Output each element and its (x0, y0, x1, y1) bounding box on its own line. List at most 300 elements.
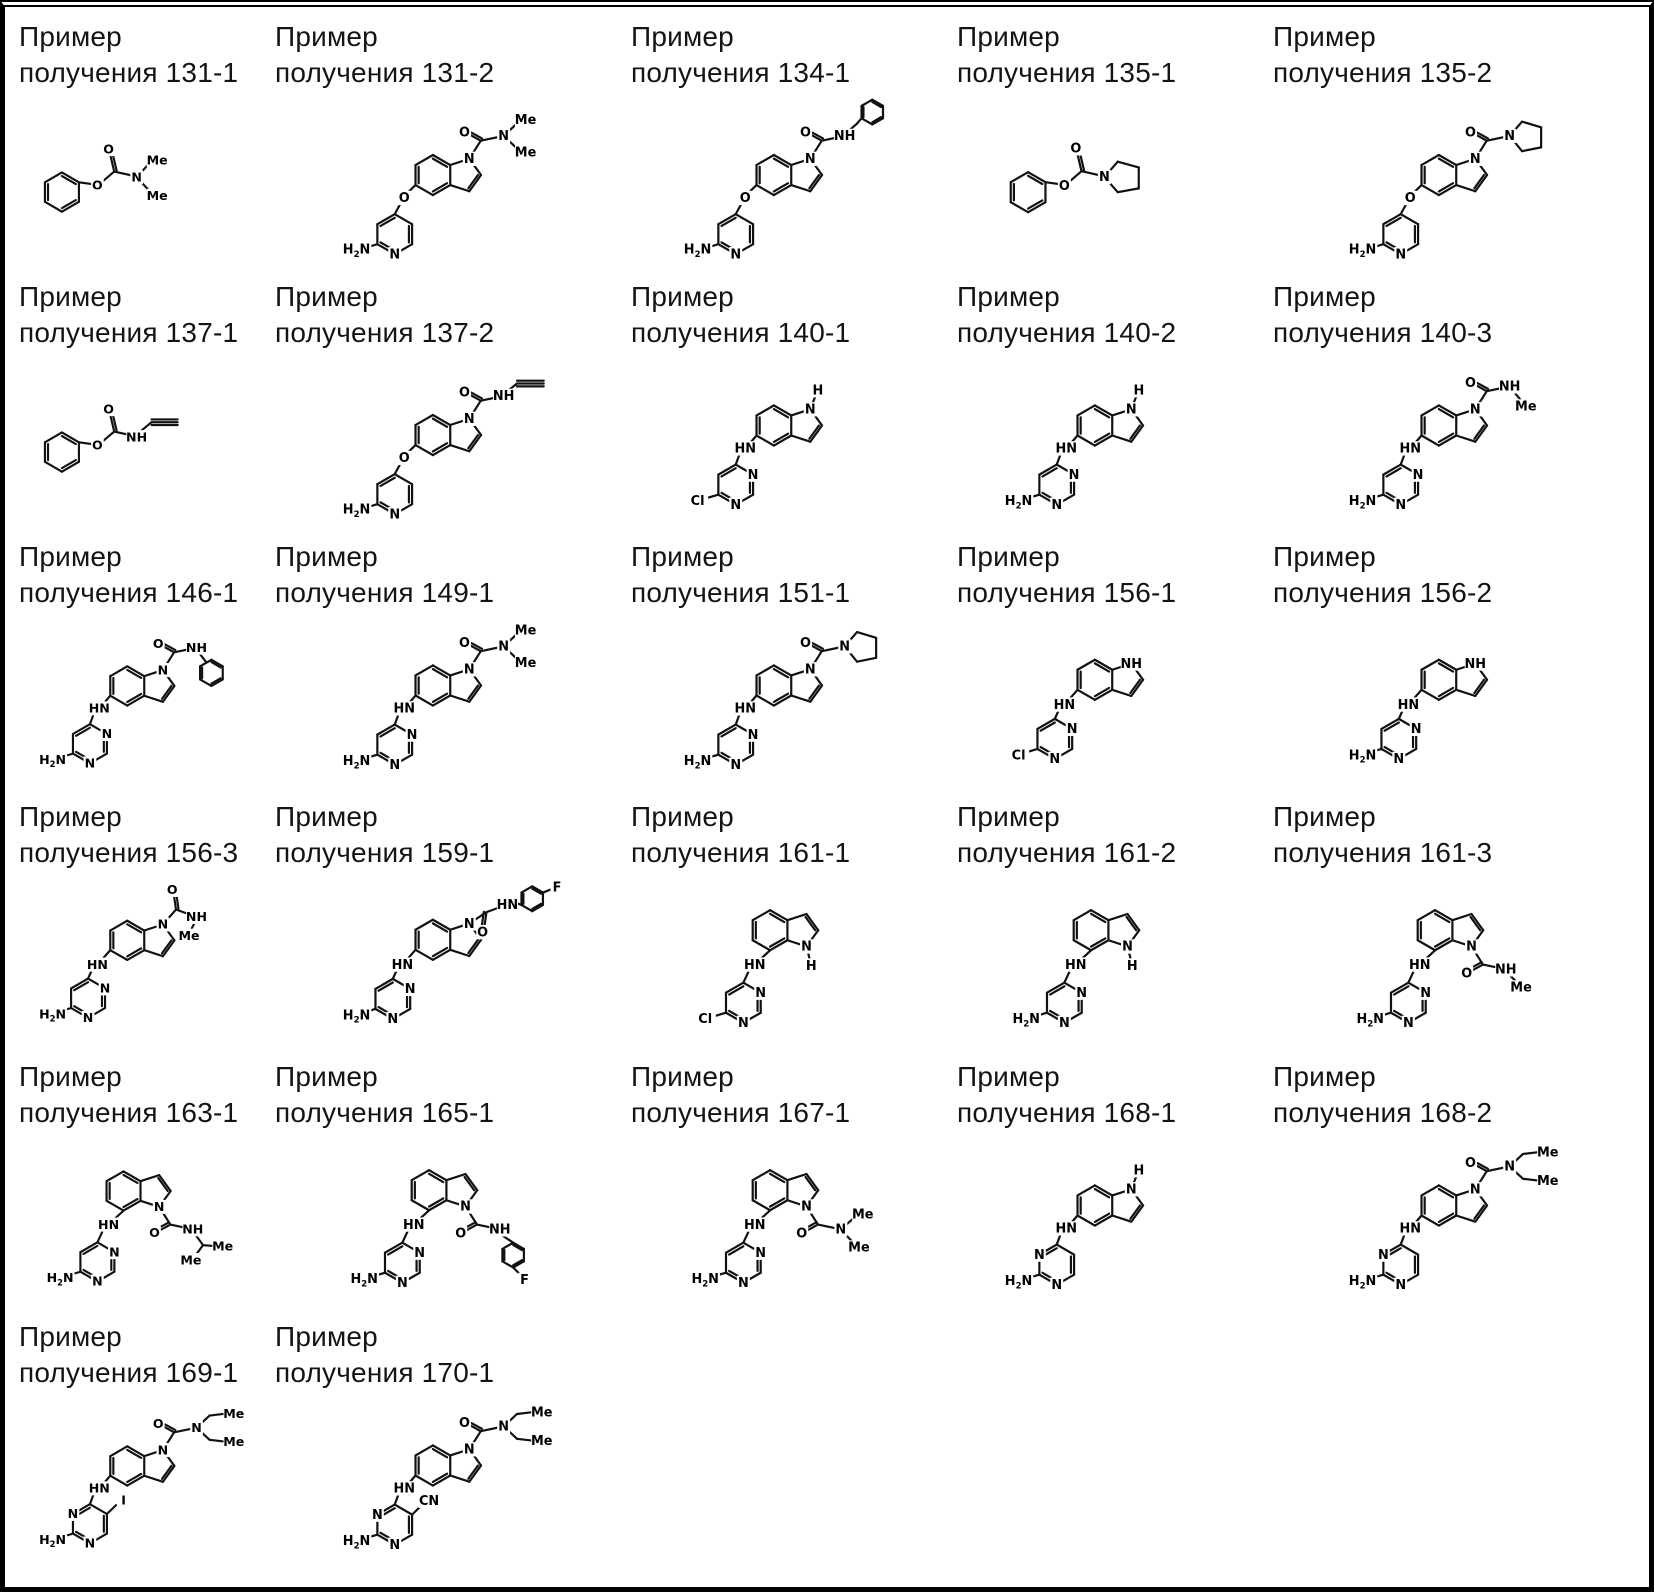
svg-text:N: N (755, 985, 767, 1001)
svg-text:F: F (520, 1272, 529, 1288)
svg-text:N: N (153, 1198, 165, 1214)
svg-text:HN: HN (744, 957, 766, 973)
example-label-line1: Пример (631, 281, 734, 312)
svg-text:O: O (1070, 141, 1082, 157)
example-label-line2: получения 156-2 (1273, 576, 1493, 608)
svg-text:O: O (1465, 1155, 1476, 1171)
prep-example-cell-169-1 (19, 1319, 271, 1575)
example-label-line2: получения 151-1 (631, 576, 851, 608)
svg-text:N: N (460, 1199, 471, 1215)
svg-text:NH: NH (1495, 962, 1517, 978)
svg-text:H2N: $H_2N$ (39, 1531, 67, 1549)
example-label-line2: получения 135-1 (957, 56, 1177, 88)
svg-text:H2N: $H_2N$ (39, 1005, 67, 1024)
svg-text:Me: Me (146, 187, 168, 203)
structure-drawing-131-1 (19, 93, 271, 279)
svg-text:N: N (371, 1507, 383, 1523)
example-label-line2: получения 161-2 (957, 836, 1177, 868)
svg-text:N: N (389, 247, 401, 263)
svg-text:HN: HN (1065, 957, 1087, 973)
example-label-line1: Пример (957, 21, 1060, 52)
svg-text:HN: HN (1399, 441, 1422, 457)
svg-text:H2N: $H_2N$ (39, 751, 67, 769)
example-label (275, 1319, 627, 1391)
svg-text:O: O (398, 190, 410, 206)
svg-text:HN: HN (1053, 697, 1076, 713)
svg-text:H2N: $H_2N$ (1012, 1011, 1040, 1030)
example-label-line1: Пример (275, 281, 378, 312)
svg-text:O: O (800, 635, 811, 651)
svg-text:O: O (800, 125, 811, 141)
svg-text:H2N: $H_2N$ (342, 753, 371, 772)
structure-drawing-140-3 (1273, 353, 1641, 539)
svg-text:N: N (99, 980, 111, 996)
example-label-line1: Пример (275, 21, 378, 52)
svg-text:N: N (804, 402, 816, 418)
example-label (1273, 19, 1641, 91)
svg-text:N: N (1504, 1159, 1515, 1175)
example-label-line2: получения 165-1 (275, 1096, 495, 1128)
example-label-line2: получения 131-2 (275, 56, 495, 88)
svg-text:CN: CN (418, 1493, 440, 1509)
svg-text:N: N (498, 128, 509, 144)
prep-example-cell-165-1 (275, 1059, 627, 1315)
svg-text:N: N (1122, 939, 1133, 955)
svg-text:N: N (737, 1275, 749, 1291)
structure-drawing-167-1 (631, 1133, 953, 1319)
svg-text:HN: HN (88, 1480, 110, 1496)
structure-drawing-146-1 (19, 613, 271, 799)
svg-text:H2N: $H_2N$ (1356, 1011, 1384, 1030)
structure-drawing-156-2 (1273, 613, 1641, 799)
svg-text:N: N (730, 757, 742, 773)
example-label (19, 539, 271, 611)
svg-text:Me: Me (514, 145, 537, 161)
example-label-line1: Пример (631, 541, 734, 572)
svg-text:HN: HN (1399, 1221, 1422, 1237)
example-label-line2: получения 168-2 (1273, 1096, 1493, 1128)
svg-text:H2N: $H_2N$ (342, 1533, 371, 1552)
structure-drawing-140-1 (631, 353, 953, 539)
example-label (275, 539, 627, 611)
svg-text:O: O (1465, 125, 1476, 141)
svg-text:N: N (1395, 1277, 1407, 1293)
svg-text:N: N (801, 1199, 812, 1215)
structure-drawing-135-1 (957, 93, 1269, 279)
svg-text:O: O (1058, 178, 1070, 194)
svg-text:N: N (747, 467, 759, 483)
svg-text:O: O (459, 635, 470, 651)
example-label (957, 1059, 1269, 1131)
svg-text:HN: HN (1409, 957, 1431, 973)
svg-text:N: N (1125, 402, 1137, 418)
example-label-line2: получения 140-3 (1273, 316, 1493, 348)
svg-text:O: O (166, 881, 178, 897)
svg-text:O: O (1461, 966, 1473, 982)
prep-example-cell-159-1 (275, 799, 627, 1055)
prep-example-cell-134-1 (631, 19, 953, 275)
prep-example-cell-131-2 (275, 19, 627, 275)
example-label-line1: Пример (1273, 281, 1376, 312)
prep-example-cell-168-2 (1273, 1059, 1641, 1315)
svg-text:H2N: $H_2N$ (683, 242, 712, 260)
example-label-line1: Пример (1273, 21, 1376, 52)
svg-text:O: O (455, 1226, 467, 1242)
structure-drawing-161-3 (1273, 873, 1641, 1059)
svg-text:O: O (149, 1224, 160, 1240)
prep-example-cell-146-1 (19, 539, 271, 795)
svg-text:N: N (1393, 751, 1405, 767)
svg-text:Me: Me (178, 927, 200, 943)
example-label (1273, 279, 1641, 351)
svg-text:NH: NH (126, 428, 148, 444)
svg-text:N: N (1051, 497, 1063, 513)
svg-text:N: N (835, 1222, 847, 1238)
svg-text:N: N (1469, 1182, 1481, 1198)
svg-text:O: O (1465, 375, 1476, 391)
svg-text:N: N (498, 639, 509, 655)
structure-drawing-159-1 (275, 873, 627, 1059)
svg-text:H: H (1126, 958, 1138, 974)
svg-text:N: N (801, 939, 812, 955)
svg-text:I: I (121, 1492, 126, 1508)
svg-text:Me: Me (1510, 980, 1532, 996)
svg-text:N: N (414, 1245, 426, 1261)
svg-text:Me: Me (223, 1405, 245, 1421)
prep-example-cell-167-1 (631, 1059, 953, 1315)
example-label-line2: получения 156-1 (957, 576, 1177, 608)
svg-text:Me: Me (1536, 1145, 1559, 1161)
structure-drawing-168-1 (957, 1133, 1269, 1319)
svg-text:N: N (1033, 1247, 1045, 1263)
example-label-line1: Пример (1273, 541, 1376, 572)
svg-text:Me: Me (514, 623, 537, 639)
svg-text:HN: HN (1055, 441, 1078, 457)
svg-text:HN: HN (734, 701, 757, 717)
example-label (957, 539, 1269, 611)
svg-text:H: H (1133, 383, 1145, 399)
svg-text:H2N: $H_2N$ (1348, 748, 1377, 766)
svg-text:N: N (730, 497, 742, 513)
svg-text:H2N: $H_2N$ (1004, 493, 1033, 512)
example-label (275, 19, 627, 91)
svg-text:H2N: $H_2N$ (1348, 1273, 1377, 1292)
example-label-line2: получения 140-2 (957, 316, 1177, 348)
svg-text:NH: NH (833, 128, 856, 144)
example-label-line2: получения 170-1 (275, 1356, 495, 1388)
example-label-line2: получения 161-3 (1273, 836, 1493, 868)
example-label (1273, 539, 1641, 611)
svg-text:H: H (812, 383, 824, 399)
example-label-line1: Пример (19, 801, 122, 832)
svg-text:O: O (103, 140, 114, 156)
svg-text:Cl: Cl (690, 493, 705, 509)
example-label (19, 19, 271, 91)
prep-example-cell-137-2 (275, 279, 627, 535)
svg-text:HN: HN (1055, 1221, 1078, 1237)
svg-text:HN: HN (98, 1216, 120, 1232)
example-label-line2: получения 168-1 (957, 1096, 1177, 1128)
svg-text:N: N (84, 755, 96, 771)
svg-text:N: N (1412, 467, 1424, 483)
svg-text:F: F (552, 880, 562, 896)
svg-text:N: N (92, 1273, 103, 1289)
svg-text:O: O (459, 385, 470, 401)
prep-example-cell-137-1 (19, 279, 271, 535)
structure-drawing-131-2 (275, 93, 627, 279)
svg-text:HN: HN (393, 701, 416, 717)
svg-text:H2N: $H_2N$ (350, 1271, 378, 1290)
svg-text:O: O (739, 190, 751, 206)
svg-text:HN: HN (88, 700, 110, 716)
svg-text:N: N (804, 151, 816, 167)
svg-text:NH: NH (1498, 379, 1521, 395)
svg-text:N: N (1125, 1182, 1137, 1198)
svg-text:N: N (387, 1011, 399, 1027)
svg-text:N: N (82, 1009, 94, 1025)
svg-text:NH: NH (489, 1222, 511, 1238)
svg-text:N: N (1058, 1015, 1070, 1031)
example-label-line2: получения 149-1 (275, 576, 495, 608)
example-label-line1: Пример (957, 1061, 1060, 1092)
svg-text:Me: Me (1536, 1173, 1559, 1189)
svg-text:NH: NH (185, 908, 208, 924)
svg-text:O: O (398, 450, 410, 466)
svg-text:N: N (463, 916, 475, 932)
prep-example-cell-151-1 (631, 539, 953, 795)
svg-text:O: O (152, 1415, 164, 1431)
structure-drawing-161-2 (957, 873, 1269, 1059)
example-label (631, 1059, 953, 1131)
example-label-line2: получения 169-1 (19, 1356, 239, 1388)
svg-text:N: N (463, 411, 475, 427)
example-label-line2: получения 137-1 (19, 316, 239, 348)
structure-drawing-165-1 (275, 1133, 627, 1319)
example-label-line2: получения 134-1 (631, 56, 851, 88)
svg-text:N: N (389, 507, 401, 523)
structure-drawing-156-3 (19, 873, 271, 1059)
example-label-line1: Пример (631, 801, 734, 832)
svg-text:H2N: $H_2N$ (1004, 1273, 1033, 1292)
svg-text:Me: Me (223, 1433, 245, 1449)
svg-text:H2N: $H_2N$ (691, 1271, 719, 1290)
prep-example-cell-135-2 (1273, 19, 1641, 275)
svg-text:HN: HN (86, 956, 108, 972)
svg-text:HN: HN (744, 1217, 766, 1233)
svg-text:O: O (459, 1415, 470, 1431)
example-label-line1: Пример (19, 281, 122, 312)
prep-example-cell-135-1 (957, 19, 1269, 275)
example-label (957, 799, 1269, 871)
example-label (19, 1319, 271, 1391)
example-label-line1: Пример (631, 1061, 734, 1092)
svg-text:N: N (463, 1442, 475, 1458)
svg-text:HN: HN (391, 957, 414, 973)
example-label (19, 279, 271, 351)
structure-drawing-140-2 (957, 353, 1269, 539)
structure-drawing-135-2 (1273, 93, 1641, 279)
structure-drawing-137-1 (19, 353, 271, 539)
example-label (19, 1059, 271, 1131)
svg-text:HN: HN (734, 441, 757, 457)
svg-text:Me: Me (146, 152, 168, 168)
example-label-line2: получения 159-1 (275, 836, 495, 868)
example-label-line1: Пример (957, 801, 1060, 832)
svg-text:N: N (1469, 402, 1481, 418)
svg-text:N: N (737, 1015, 749, 1031)
svg-text:H: H (1133, 1163, 1145, 1179)
svg-text:O: O (92, 437, 103, 453)
prep-example-cell-161-3 (1273, 799, 1641, 1055)
svg-text:NH: NH (1464, 656, 1487, 672)
svg-text:H2N: $H_2N$ (1348, 493, 1377, 512)
example-label (957, 19, 1269, 91)
example-label-line1: Пример (631, 21, 734, 52)
svg-text:N: N (1049, 751, 1061, 767)
prep-example-cell-161-1 (631, 799, 953, 1055)
structure-drawing-169-1 (19, 1393, 271, 1579)
structure-drawing-156-1 (957, 613, 1269, 799)
example-label-line2: получения 131-1 (19, 56, 239, 88)
example-label-line1: Пример (275, 801, 378, 832)
example-label-line2: получения 167-1 (631, 1096, 851, 1128)
svg-text:N: N (101, 725, 113, 741)
svg-text:NH: NH (182, 1221, 204, 1237)
structure-drawing-137-2 (275, 353, 627, 539)
example-label (631, 279, 953, 351)
svg-text:HN: HN (403, 1217, 425, 1233)
example-label-line2: получения 161-1 (631, 836, 851, 868)
svg-text:H2N: $H_2N$ (342, 502, 371, 520)
svg-text:Me: Me (212, 1237, 234, 1253)
example-label-line1: Пример (19, 1321, 122, 1352)
example-label (275, 799, 627, 871)
svg-text:N: N (1051, 1277, 1063, 1293)
prep-example-cell-140-2 (957, 279, 1269, 535)
prep-example-cell-168-1 (957, 1059, 1269, 1315)
structure-drawing-149-1 (275, 613, 627, 799)
structure-drawing-151-1 (631, 613, 953, 799)
svg-text:N: N (67, 1505, 79, 1521)
svg-text:N: N (1469, 151, 1481, 167)
svg-text:NH: NH (1120, 656, 1143, 672)
example-label-line2: получения 137-2 (275, 316, 495, 348)
svg-text:N: N (157, 1441, 169, 1457)
svg-text:N: N (131, 168, 142, 184)
example-label-line2: получения 140-1 (631, 316, 851, 348)
example-label (631, 19, 953, 91)
svg-text:N: N (839, 639, 850, 655)
svg-text:N: N (191, 1419, 202, 1435)
svg-text:Me: Me (180, 1251, 202, 1267)
example-label-line2: получения 135-2 (1273, 56, 1493, 88)
svg-text:Me: Me (514, 112, 537, 128)
structure-drawing-134-1 (631, 93, 953, 279)
svg-text:O: O (152, 635, 164, 651)
svg-text:N: N (1068, 467, 1080, 483)
example-label-line1: Пример (957, 281, 1060, 312)
svg-text:O: O (92, 177, 103, 193)
example-label (631, 539, 953, 611)
svg-text:N: N (406, 727, 418, 743)
example-label-line1: Пример (1273, 1061, 1376, 1092)
svg-text:N: N (463, 151, 475, 167)
example-label-line1: Пример (19, 541, 122, 572)
svg-text:N: N (1410, 721, 1422, 737)
example-label-line2: получения 146-1 (19, 576, 239, 608)
structure-drawing-163-1 (19, 1133, 271, 1319)
svg-text:HN: HN (393, 1481, 416, 1497)
example-label-line1: Пример (957, 541, 1060, 572)
svg-text:Me: Me (1515, 399, 1537, 415)
svg-text:N: N (157, 661, 169, 677)
svg-text:O: O (459, 125, 470, 141)
svg-text:Me: Me (514, 655, 537, 671)
structure-drawing-168-2 (1273, 1133, 1641, 1319)
svg-text:O: O (477, 925, 489, 941)
prep-example-cell-140-3 (1273, 279, 1641, 535)
svg-text:H2N: $H_2N$ (342, 1008, 371, 1026)
svg-text:N: N (157, 916, 169, 932)
preparation-examples-grid (5, 7, 1649, 1579)
example-label-line1: Пример (19, 1061, 122, 1092)
example-label (631, 799, 953, 871)
svg-text:Me: Me (530, 1433, 553, 1449)
example-label-line2: получения 163-1 (19, 1096, 239, 1128)
svg-text:HN: HN (496, 897, 519, 913)
structure-drawing-161-1 (631, 873, 953, 1059)
example-label-line1: Пример (275, 1061, 378, 1092)
example-label (957, 279, 1269, 351)
svg-text:Me: Me (848, 1240, 870, 1256)
svg-text:NH: NH (185, 639, 208, 655)
example-label (19, 799, 271, 871)
prep-example-cell-163-1 (19, 1059, 271, 1315)
svg-text:Me: Me (851, 1207, 874, 1223)
svg-text:N: N (755, 1245, 767, 1261)
svg-text:N: N (747, 727, 759, 743)
svg-text:N: N (396, 1275, 408, 1291)
svg-text:H: H (805, 958, 817, 974)
svg-text:N: N (804, 662, 816, 678)
svg-text:N: N (1402, 1015, 1414, 1031)
svg-text:N: N (1099, 169, 1110, 185)
example-label (1273, 1059, 1641, 1131)
prep-example-cell-131-1 (19, 19, 271, 275)
svg-text:N: N (1466, 939, 1477, 955)
prep-example-cell-149-1 (275, 539, 627, 795)
svg-text:N: N (109, 1243, 120, 1259)
svg-text:H2N: $H_2N$ (46, 1269, 74, 1287)
prep-example-cell-156-1 (957, 539, 1269, 795)
svg-text:N: N (463, 662, 475, 678)
example-label-line1: Пример (275, 1321, 378, 1352)
svg-text:N: N (730, 247, 742, 263)
example-label-line1: Пример (275, 541, 378, 572)
example-label-line2: получения 156-3 (19, 836, 239, 868)
svg-text:Cl: Cl (1011, 748, 1026, 764)
prep-example-cell-161-2 (957, 799, 1269, 1055)
svg-text:H2N: $H_2N$ (683, 753, 712, 772)
svg-text:N: N (1395, 247, 1407, 263)
svg-text:N: N (389, 757, 401, 773)
svg-text:N: N (404, 981, 416, 997)
prep-example-cell-140-1 (631, 279, 953, 535)
example-label-line1: Пример (19, 21, 122, 52)
svg-text:N: N (1076, 985, 1088, 1001)
svg-text:N: N (498, 1419, 509, 1435)
example-label (275, 1059, 627, 1131)
